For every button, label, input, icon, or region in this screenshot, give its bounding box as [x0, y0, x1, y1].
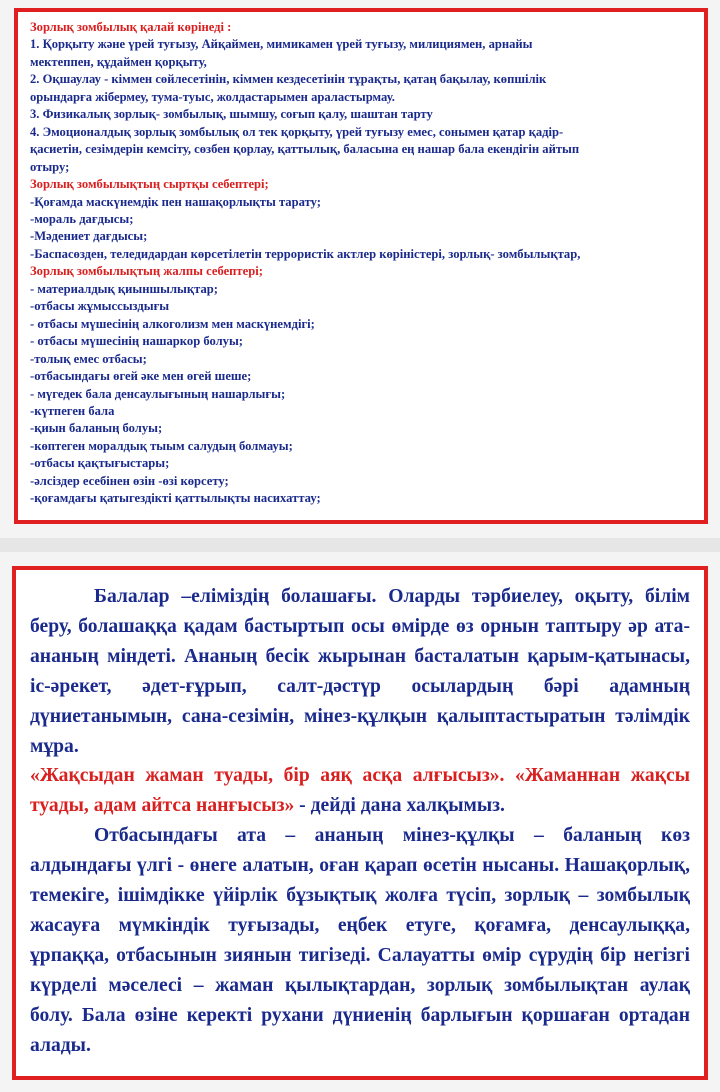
proverb-attribution: - дейді дана халқымыз.: [294, 795, 505, 817]
list-item: орындарға жібермеу, тума-туыс, жолдастарымен араластырмау.: [30, 89, 395, 104]
list-item: -қиын баланың болуы;: [30, 421, 163, 436]
list-item: - материалдық қиыншылықтар;: [30, 281, 218, 296]
list-item: -көптеген моралдық тыым салудың болмауы;: [30, 438, 293, 453]
paragraph-children-future: Балалар –еліміздің болашағы. Оларды тәрбиелеу, оқыту, білім беру, болашаққа қадам бастыртып осы өмірде өз орнын таптыру әр ата-ананың міндеті. Ананың бесік жырынан басталатын қарым-қатынасы, іс-әрекет, әдет-ғұрып, салт-дәстүр осылардың бәрі адамның дүниетанымын, сана-сезімін, мінез-құлқын қалыптастыратын тәлімдік мұра.: [30, 586, 690, 757]
list-item: -Мәдениет дағдысы;: [30, 229, 148, 244]
list-item: -әлсіздер есебінен өзін -өзі көрсету;: [30, 473, 229, 488]
list-item: -толық емес отбасы;: [30, 351, 147, 366]
list-item: -күтпеген бала: [30, 403, 115, 418]
paragraph-family-example: Отбасындағы ата – ананың мінез-құлқы – баланың көз алдындағы үлгі - өнеге алатын, оған қарап өсетін нысаны. Нашақорлық, темекіге, ішімдікке үйірлік бұзықтық жолға түсіп, зорлық – зомбылық жасауға мүмкіндік туғызады, еңбек етуге, қоғамға, денсаулыққа, ұрпаққа, отбасынын зиянын тигізеді. Салауатты өмір сүрудің бір негізгі күрделі мәселесі – жаман қылықтардан, зорлық зомбылықтан аулақ болу. Бала өзіне керекті рухани дүниенің барлығын қоршаған ортадан алады.: [30, 825, 690, 1056]
list-item: - отбасы мүшесінің нашаркор болуы;: [30, 334, 243, 349]
list-item: - мүгедек бала денсаулығының нашарлығы;: [30, 386, 286, 401]
list-item: 1. Қорқыту және үрей туғызу, Айқаймен, мимикамен үрей туғызу, милициямен, арнайы: [30, 37, 533, 52]
list-item: 4. Эмоционалдық зорлық зомбылық ол тек қорқыту, үрей туғызу емес, сонымен қатар қадір-: [30, 124, 564, 139]
bottom-panel: [0, 552, 720, 1092]
list-item: -мораль дағдысы;: [30, 211, 134, 226]
list-item: қасиетін, сезімдерін кемсіту, сөзбен қорлау, қаттылық, баласына ең нашар бала екендігін айтып: [30, 142, 580, 157]
proverb-quote: «Жақсыдан жаман туады, бір аяқ асқа алғысыз». «Жаманнан жақсы туады, адам айтса нанғысыз»: [30, 765, 690, 817]
children-essay: [30, 582, 690, 1061]
list-item: отыру;: [30, 159, 70, 174]
violence-info-list: [30, 19, 694, 508]
list-item: 3. Физикалық зорлық- зомбылық, шымшу, соғып қалу, шаштан тарту: [30, 107, 433, 122]
heading-forms-of-violence: Зорлық зомбылық қалай көрінеді :: [30, 20, 232, 34]
heading-external-causes: Зорлық зомбылықтың сыртқы себептері;: [30, 177, 269, 192]
list-item: -Қоғамда маскүнемдік пен нашақорлықты тарату;: [30, 194, 321, 209]
list-item: 2. Оқшаулау - кіммен сөйлесетінін, кіммен кездесетінін тұрақты, қатаң бақылау, көпшілік: [30, 72, 547, 87]
list-item: - отбасы мүшесінің алкоголизм мен маскүнемдігі;: [30, 316, 315, 331]
list-item: -отбасы жұмыссыздығы: [30, 299, 170, 314]
bottom-frame: [12, 566, 708, 1080]
heading-general-causes: Зорлық зомбылықтың жалпы себептері;: [30, 264, 263, 279]
top-frame: [14, 8, 708, 524]
list-item: -Баспасөзден, теледидардан көрсетілетін террористік актлер көріністері, зорлық- зомбылықтар,: [30, 246, 581, 261]
list-item: -отбасындағы өгей әке мен өгей шеше;: [30, 369, 252, 384]
proverb-paragraph: [30, 761, 690, 821]
list-item: -қоғамдағы қатыгездікті қаттылықты насихаттау;: [30, 491, 321, 506]
list-item: мектеппен, құдаймен қорқыту,: [30, 54, 207, 69]
list-item: -отбасы қақтығыстары;: [30, 456, 170, 471]
top-panel: [0, 0, 720, 538]
